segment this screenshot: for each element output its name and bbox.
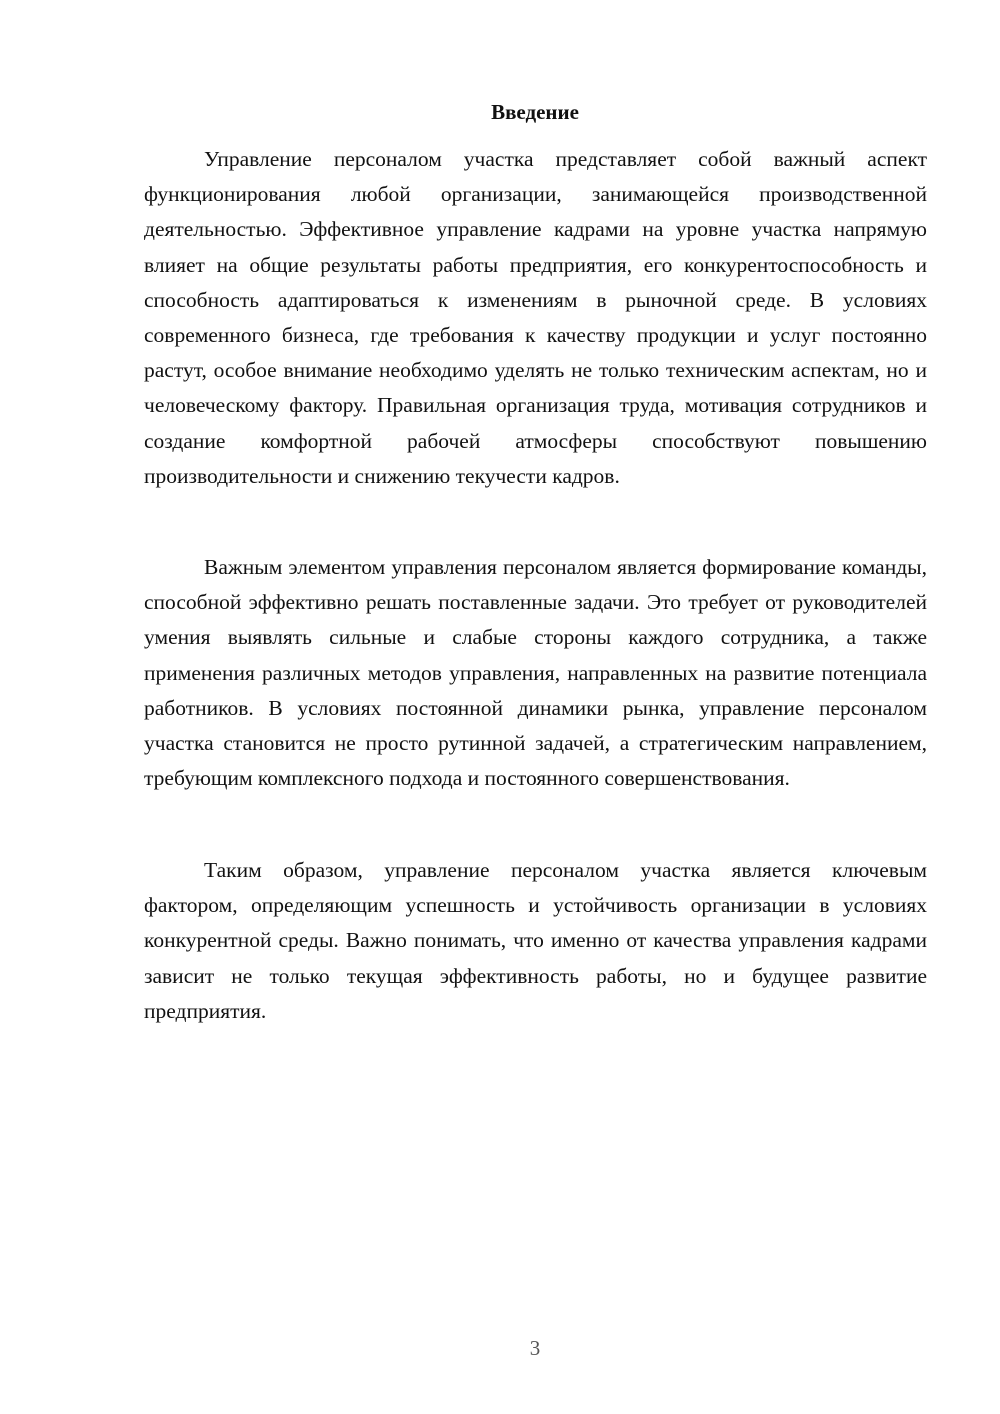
page-title: Введение [491, 100, 579, 124]
paragraph-1: Управление персоналом участка представляет собой важный аспект функционирования любой организации, занимающейся производственной деятельностью. Эффективное управление кадрами на уровне участка напрямую влияет на общие результаты работы предприятия, его конкурентоспособность и способность адаптироваться к изменениям в рыночной среде. В условиях современного бизнеса, где требования к качеству продукции и услуг постоянно растут, особое внимание необходимо уделять не только техническим аспектам, но и человеческому фактору. Правильная организация труда, мотивация сотрудников и создание комфортной рабочей атмосферы способствуют повышению производительности и снижению текучести кадров. [144, 147, 927, 488]
page-number: 3 [529, 1336, 541, 1360]
paragraph-3: Таким образом, управление персоналом участка является ключевым фактором, определяющим успешность и устойчивость организации в условиях конкурентной среды. Важно понимать, что именно от качества управления кадрами зависит не только текущая эффективность работы, но и будущее развитие предприятия. [144, 858, 927, 1023]
paragraph-2: Важным элементом управления персоналом является формирование команды, способной эффективно решать поставленные задачи. Это требует от руководителей умения выявлять сильные и слабые стороны каждого сотрудника, а также применения различных методов управления, направленных на развитие потенциала работников. В условиях постоянной динамики рынка, управление персоналом участка становится не просто рутинной задачей, а стратегическим направлением, требующим комплексного подхода и постоянного совершенствования. [144, 555, 927, 791]
